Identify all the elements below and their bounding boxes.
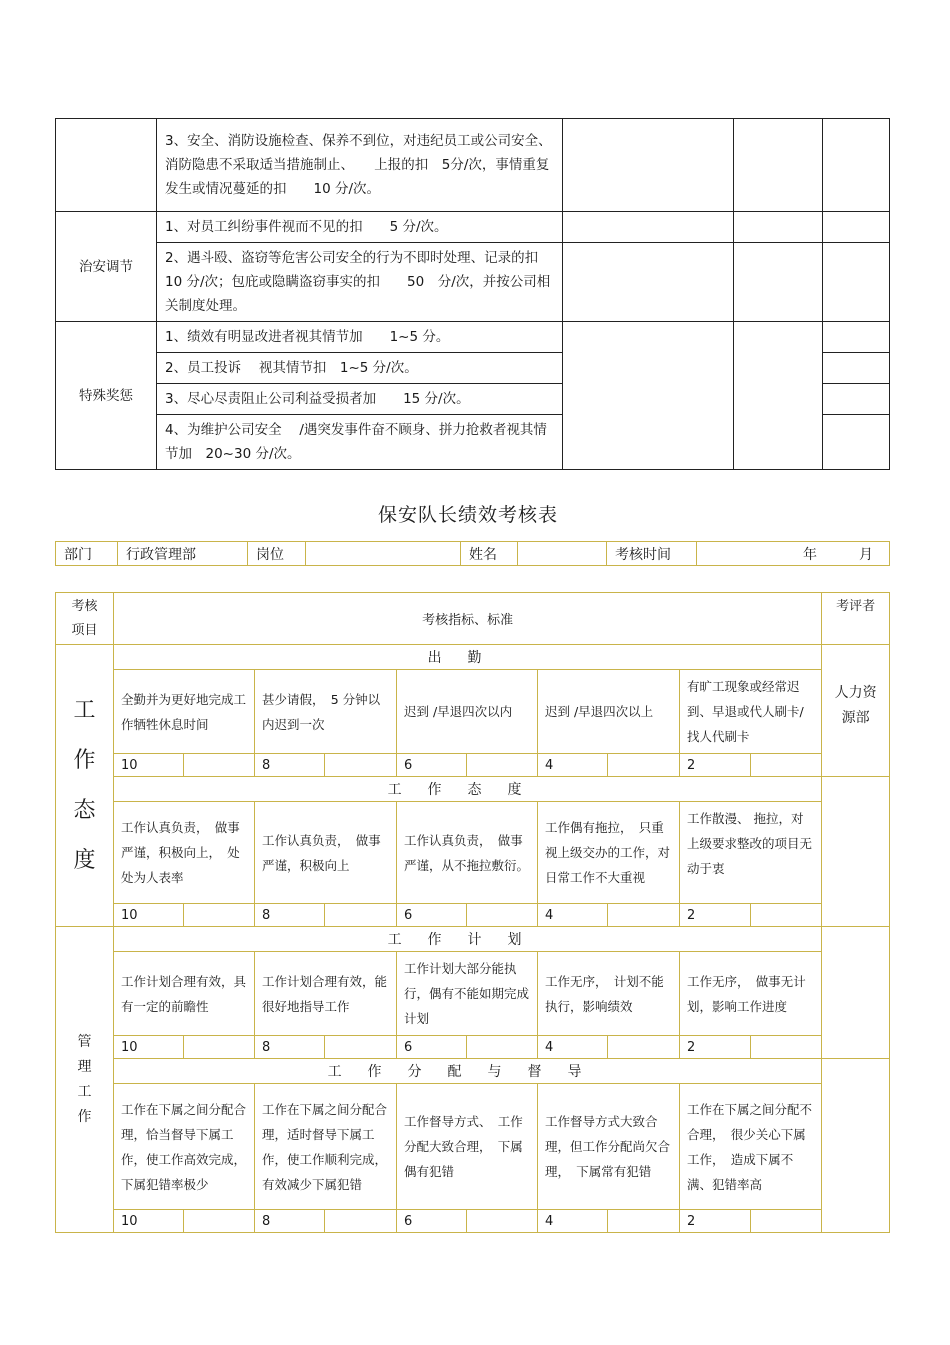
section-assignment-supervision-title: 工作分配与督导	[114, 1059, 822, 1084]
criterion-cell: 工作计划合理有效，具有一定的前瞻性	[114, 952, 255, 1036]
reviewer-blank[interactable]	[822, 927, 890, 1059]
criterion-text: 1、绩效有明显改进者视其情节加 1~5 分。	[157, 322, 563, 353]
score-input[interactable]	[325, 904, 397, 927]
score-label: 4	[538, 754, 608, 777]
header-item	[56, 593, 114, 645]
criterion-cell: 工作无序， 做事无计划，影响工作进度	[680, 952, 822, 1036]
score-input[interactable]	[608, 1036, 680, 1059]
dept-label: 部门	[56, 542, 118, 566]
blank-cell	[734, 119, 823, 212]
header-reviewer: 考评者	[822, 593, 890, 645]
criterion-cell: 工作计划合理有效，能很好地指导工作	[255, 952, 397, 1036]
score-input[interactable]	[467, 754, 538, 777]
section-work-attitude-title: 工作态度	[114, 777, 822, 802]
criterion-text: 4、为维护公司安全 /遇突发事件奋不顾身、拼力抢救者视其情节加 20~30 分/次。	[157, 415, 563, 470]
criterion-cell: 工作认真负责， 做事严谨，从不拖拉敷衍。	[397, 802, 538, 904]
category-security-mediation: 治安调节	[56, 212, 157, 322]
score-input[interactable]	[608, 754, 680, 777]
time-value[interactable]: 年 月	[697, 542, 890, 566]
category-special-rewards: 特殊奖惩	[56, 322, 157, 470]
previous-criteria-table	[55, 118, 890, 470]
criterion-cell: 工作认真负责， 做事严谨，积极向上	[255, 802, 397, 904]
score-label: 6	[397, 1036, 467, 1059]
score-label: 10	[114, 904, 184, 927]
score-input[interactable]	[467, 904, 538, 927]
page-title: 保安队长绩效考核表	[377, 504, 558, 526]
criterion-cell: 工作督导方式大致合理，但工作分配尚欠合理， 下属常有犯错	[538, 1084, 680, 1210]
score-input[interactable]	[608, 1210, 680, 1233]
criterion-cell: 工作无序， 计划不能执行，影响绩效	[538, 952, 680, 1036]
score-input[interactable]	[751, 1036, 822, 1059]
score-input[interactable]	[184, 904, 255, 927]
blank-cell	[823, 384, 890, 415]
criterion-text: 2、员工投诉 视其情节扣 1~5 分/次。	[157, 353, 563, 384]
name-value[interactable]	[518, 542, 607, 566]
blank-cell	[823, 243, 890, 322]
score-label: 10	[114, 754, 184, 777]
blank-cell	[734, 212, 823, 243]
criterion-text: 2、遇斗殴、盗窃等危害公司安全的行为不即时处理、记录的扣 10 分/次；包庇或隐瞒盗窃事实的扣 50 分/次，并按公司相关制度处理。	[157, 243, 563, 322]
criterion-cell: 甚少请假， 5 分钟以内迟到一次	[255, 670, 397, 754]
criterion-text: 3、安全、消防设施检查、保养不到位，对违纪员工或公司安全、 消防隐患不采取适当措施制止、 上报的扣 5分/次，事情重复发生或情况蔓延的扣 10 分/次。	[157, 119, 563, 212]
blank-cell	[563, 243, 734, 322]
blank-cell	[734, 322, 823, 470]
group-work-attitude	[56, 645, 114, 927]
evaluation-table	[55, 592, 890, 1233]
blank-cell	[823, 322, 890, 353]
score-label: 8	[255, 904, 325, 927]
group-label-char: 管	[77, 1033, 92, 1050]
blank-cell	[563, 212, 734, 243]
score-label: 10	[114, 1210, 184, 1233]
criterion-text: 3、尽心尽责阻止公司利益受损者加 15 分/次。	[157, 384, 563, 415]
reviewer-text: 源部	[841, 710, 870, 726]
score-label: 4	[538, 1036, 608, 1059]
criterion-cell: 工作在下属之间分配合理，适时督导下属工作，使工作顺利完成，有效减少下属犯错	[255, 1084, 397, 1210]
score-input[interactable]	[467, 1036, 538, 1059]
reviewer-blank[interactable]	[822, 777, 890, 927]
score-input[interactable]	[184, 1210, 255, 1233]
blank-cell	[823, 119, 890, 212]
score-input[interactable]	[608, 904, 680, 927]
score-label: 2	[680, 754, 751, 777]
section-attendance-title: 出勤	[114, 645, 822, 670]
score-input[interactable]	[184, 754, 255, 777]
score-label: 2	[680, 1036, 751, 1059]
score-input[interactable]	[467, 1210, 538, 1233]
criterion-cell: 迟到 /早退四次以内	[397, 670, 538, 754]
header-standard: 考核指标、标准	[114, 593, 822, 645]
score-input[interactable]	[751, 754, 822, 777]
criterion-cell: 工作计划大部分能执行，偶有不能如期完成计划	[397, 952, 538, 1036]
criterion-cell: 迟到 /早退四次以上	[538, 670, 680, 754]
blank-cell	[823, 353, 890, 384]
score-label: 8	[255, 1210, 325, 1233]
score-label: 6	[397, 1210, 467, 1233]
criterion-cell: 工作在下属之间分配不合理， 很少关心下属工作， 造成下属不满、犯错率高	[680, 1084, 822, 1210]
criterion-cell: 工作督导方式、 工作分配大致合理， 下属偶有犯错	[397, 1084, 538, 1210]
info-row	[55, 541, 890, 566]
score-label: 8	[255, 1036, 325, 1059]
group-label-char: 工	[73, 697, 96, 723]
score-input[interactable]	[325, 754, 397, 777]
post-label: 岗位	[248, 542, 306, 566]
group-management-work	[56, 927, 114, 1233]
score-input[interactable]	[751, 1210, 822, 1233]
criterion-text: 1、对员工纠纷事件视而不见的扣 5 分/次。	[157, 212, 563, 243]
group-label-char: 工	[77, 1083, 92, 1100]
reviewer-blank[interactable]	[822, 1059, 890, 1233]
group-label-char: 作	[77, 1108, 92, 1125]
header-item-label: 考核项目	[71, 599, 98, 638]
blank-cell	[563, 322, 734, 470]
score-input[interactable]	[325, 1210, 397, 1233]
score-label: 8	[255, 754, 325, 777]
group-label-char: 作	[73, 747, 96, 773]
score-label: 4	[538, 904, 608, 927]
score-label: 2	[680, 904, 751, 927]
group-label-char: 理	[77, 1058, 92, 1075]
group-label-char: 度	[73, 847, 96, 873]
blank-cell	[823, 415, 890, 470]
criterion-cell: 全勤并为更好地完成工作牺牲休息时间	[114, 670, 255, 754]
blank-cell	[563, 119, 734, 212]
score-label: 2	[680, 1210, 751, 1233]
score-input[interactable]	[751, 904, 822, 927]
blank-cell	[734, 243, 823, 322]
post-value[interactable]	[306, 542, 461, 566]
criterion-cell: 有旷工现象或经常迟到、早退或代人刷卡/找人代刷卡	[680, 670, 822, 754]
score-label: 6	[397, 904, 467, 927]
time-label: 考核时间	[607, 542, 697, 566]
group-label-char: 态	[73, 797, 96, 823]
score-input[interactable]	[325, 1036, 397, 1059]
criterion-cell: 工作认真负责， 做事严谨，积极向上， 处处为人表率	[114, 802, 255, 904]
blank-cell	[823, 212, 890, 243]
score-label: 4	[538, 1210, 608, 1233]
name-label: 姓名	[461, 542, 518, 566]
criterion-cell: 工作在下属之间分配合理，恰当督导下属工作，使工作高效完成，下属犯错率极少	[114, 1084, 255, 1210]
score-input[interactable]	[184, 1036, 255, 1059]
dept-value[interactable]: 行政管理部	[118, 542, 248, 566]
reviewer-text: 人力资	[834, 685, 877, 701]
reviewer-hr	[822, 645, 890, 777]
criterion-cell: 工作散漫、 拖拉，对上级要求整改的项目无动于衷	[680, 802, 822, 904]
criterion-cell: 工作偶有拖拉， 只重视上级交办的工作，对日常工作不大重视	[538, 802, 680, 904]
score-label: 10	[114, 1036, 184, 1059]
score-label: 6	[397, 754, 467, 777]
section-work-plan-title: 工作计划	[114, 927, 822, 952]
category-cell-empty	[56, 119, 157, 212]
